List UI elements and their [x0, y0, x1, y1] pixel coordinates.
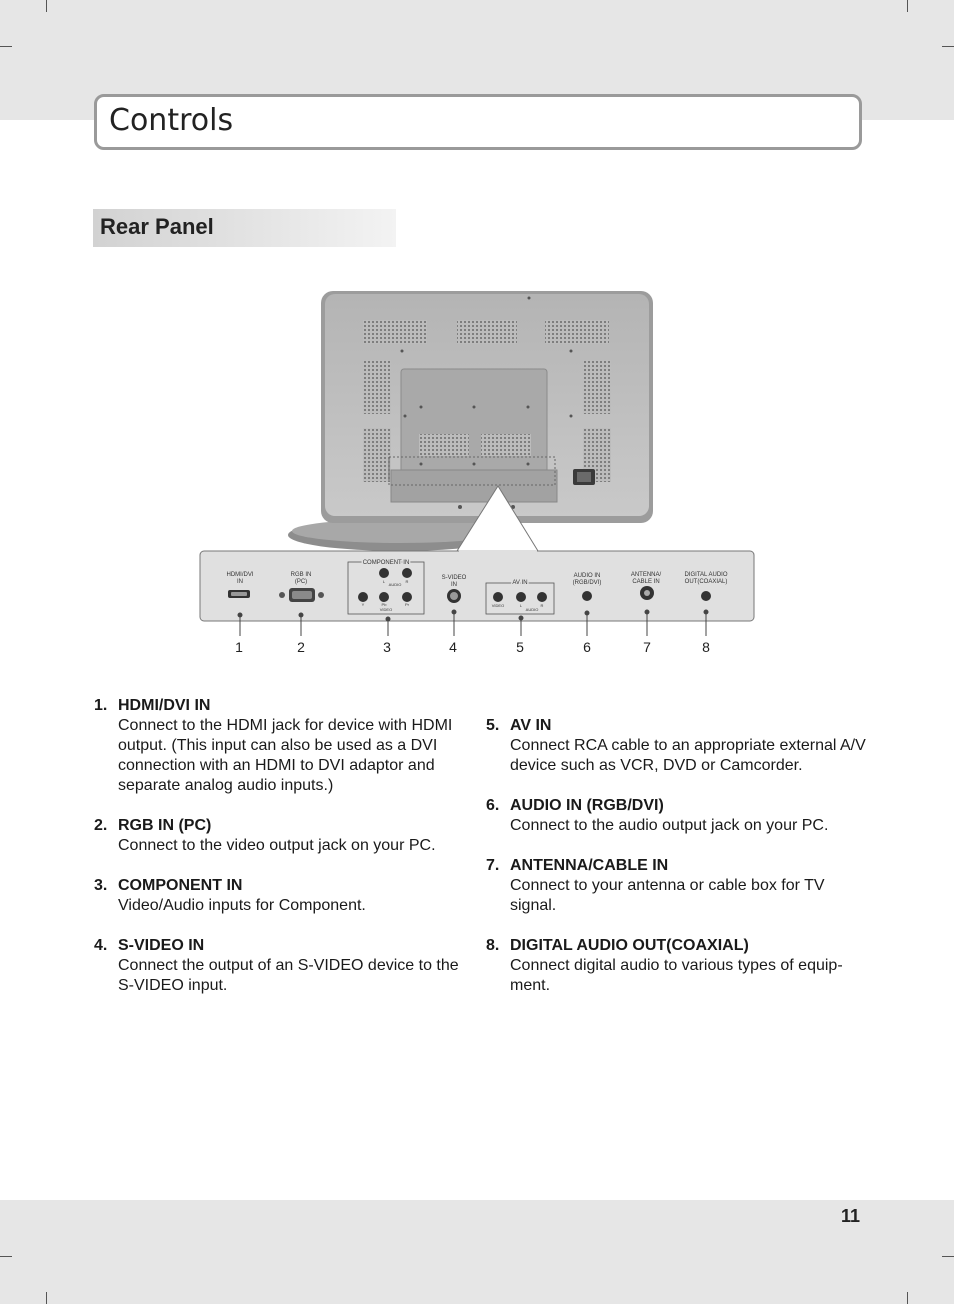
description-item — [486, 936, 866, 996]
crop-mark — [907, 0, 908, 12]
item-title: ANTENNA/CABLE IN — [510, 857, 669, 874]
jack-audio-r — [402, 568, 412, 578]
jack-audio-r — [537, 592, 547, 602]
jack-y — [358, 592, 368, 602]
item-number: 1. — [94, 697, 108, 714]
item-title: COMPONENT IN — [118, 877, 243, 894]
item-title: HDMI/DVI IN — [118, 697, 211, 714]
item-title: AV IN — [510, 717, 552, 734]
callout-number: 5 — [516, 639, 524, 655]
item-text: Video/Audio inputs for Component. — [118, 897, 366, 914]
description-item — [486, 856, 866, 916]
item-text: Connect digital audio to various types of equip-ment. — [510, 957, 843, 994]
vent-grille — [419, 434, 469, 456]
audio-in-jack — [582, 591, 592, 601]
item-title: S-VIDEO IN — [118, 937, 205, 954]
description-column-right — [486, 716, 866, 1016]
item-number: 4. — [94, 937, 108, 954]
jack-label: R — [405, 579, 409, 584]
item-text: Connect to your antenna or cable box for TV signal. — [510, 877, 825, 914]
jack-group-label: VIDEO — [379, 607, 393, 612]
jack-label: VIDEO — [491, 603, 505, 608]
page-title-box — [94, 94, 862, 150]
connector-label: RGB IN — [290, 572, 312, 578]
description-item — [486, 716, 866, 776]
callout-number: 8 — [702, 639, 710, 655]
connector-label: ANTENNA/ — [630, 572, 662, 578]
item-text: Connect RCA cable to an appropriate external A/V device such as VCR, DVD or Camcorder. — [510, 737, 866, 774]
crop-mark — [907, 1292, 908, 1304]
callout-number: 6 — [583, 639, 591, 655]
power-socket-inner — [577, 472, 591, 482]
connector-label: OUT(COAXIAL) — [684, 579, 728, 585]
item-title: RGB IN (PC) — [118, 817, 212, 834]
connector-label: S-VIDEO — [441, 575, 467, 581]
connector-label: HDMI/DVI — [226, 572, 254, 578]
callout-number: 7 — [643, 639, 651, 655]
connector-label: DIGITAL AUDIO — [684, 572, 728, 578]
callout-number: 1 — [235, 639, 243, 655]
connector-label: IN — [237, 579, 243, 585]
port-screw — [279, 592, 285, 598]
callout-number: 3 — [383, 639, 391, 655]
connector-strip — [200, 551, 754, 621]
item-number: 8. — [486, 937, 500, 954]
crop-mark — [0, 1256, 12, 1257]
connector-label: AUDIO IN — [573, 573, 601, 579]
crop-mark — [0, 46, 12, 47]
vent-grille — [583, 360, 611, 414]
screw — [458, 505, 462, 509]
connector-bay — [391, 470, 557, 502]
item-number: 6. — [486, 797, 500, 814]
jack-label: R — [540, 603, 544, 608]
vent-grille — [363, 320, 427, 344]
jack-audio-l — [379, 568, 389, 578]
rear-panel-diagram — [195, 288, 759, 666]
item-text: Connect to the HDMI jack for device with HDMI output. (This input can also be used as a DVI connection with an HDMI to DVI adaptor and separate analog audio inputs.) — [118, 717, 453, 794]
jack-label: Y — [361, 602, 365, 607]
crop-mark — [942, 1256, 954, 1257]
vent-grille — [545, 320, 609, 344]
vent-grille — [481, 434, 531, 456]
callout-number: 4 — [449, 639, 457, 655]
item-title: AUDIO IN (RGB/DVI) — [510, 797, 664, 814]
connector-label: IN — [451, 582, 457, 588]
page-number: 11 — [840, 1206, 860, 1226]
description-column-left — [94, 696, 474, 1016]
jack-label: Pr — [405, 602, 409, 607]
connector-label: (PC) — [294, 579, 308, 585]
jack-pb — [379, 592, 389, 602]
section-title: Rear Panel — [100, 214, 214, 239]
item-text: Connect to the video output jack on your PC. — [118, 837, 436, 854]
jack-audio-l — [516, 592, 526, 602]
crop-mark — [942, 46, 954, 47]
item-text: Connect the output of an S-VIDEO device to the S-VIDEO input. — [118, 957, 459, 994]
description-item — [94, 876, 474, 916]
crop-mark — [46, 0, 47, 12]
connector-label: COMPONENT IN — [362, 560, 410, 566]
item-text: Connect to the audio output jack on your PC. — [510, 817, 829, 834]
jack-group-label: AUDIO — [388, 582, 402, 587]
mount-plate — [401, 369, 547, 487]
item-number: 5. — [486, 717, 500, 734]
item-title: DIGITAL AUDIO OUT(COAXIAL) — [510, 937, 749, 954]
description-item — [94, 696, 474, 796]
item-number: 7. — [486, 857, 500, 874]
item-number: 3. — [94, 877, 108, 894]
description-item — [486, 796, 866, 836]
jack-pr — [402, 592, 412, 602]
description-item — [94, 816, 474, 856]
digital-audio-jack — [701, 591, 711, 601]
section-header — [93, 209, 396, 247]
connector-label: AV IN — [512, 580, 528, 586]
jack-group-label: AUDIO — [525, 607, 539, 612]
jack-label: L — [519, 603, 523, 608]
jack-label: L — [382, 579, 386, 584]
connector-label: (RGB/DVI) — [572, 580, 602, 586]
vent-grille — [457, 320, 517, 344]
item-number: 2. — [94, 817, 108, 834]
vent-grille — [363, 360, 391, 414]
callout-number: 2 — [297, 639, 305, 655]
port-screw — [318, 592, 324, 598]
connector-label: CABLE IN — [632, 579, 660, 585]
description-item — [94, 936, 474, 996]
jack-video — [493, 592, 503, 602]
page-title: Controls — [109, 103, 234, 138]
bottom-band — [0, 1200, 954, 1304]
vent-grille — [363, 428, 391, 482]
jack-label: Pb — [381, 602, 387, 607]
crop-mark — [46, 1292, 47, 1304]
